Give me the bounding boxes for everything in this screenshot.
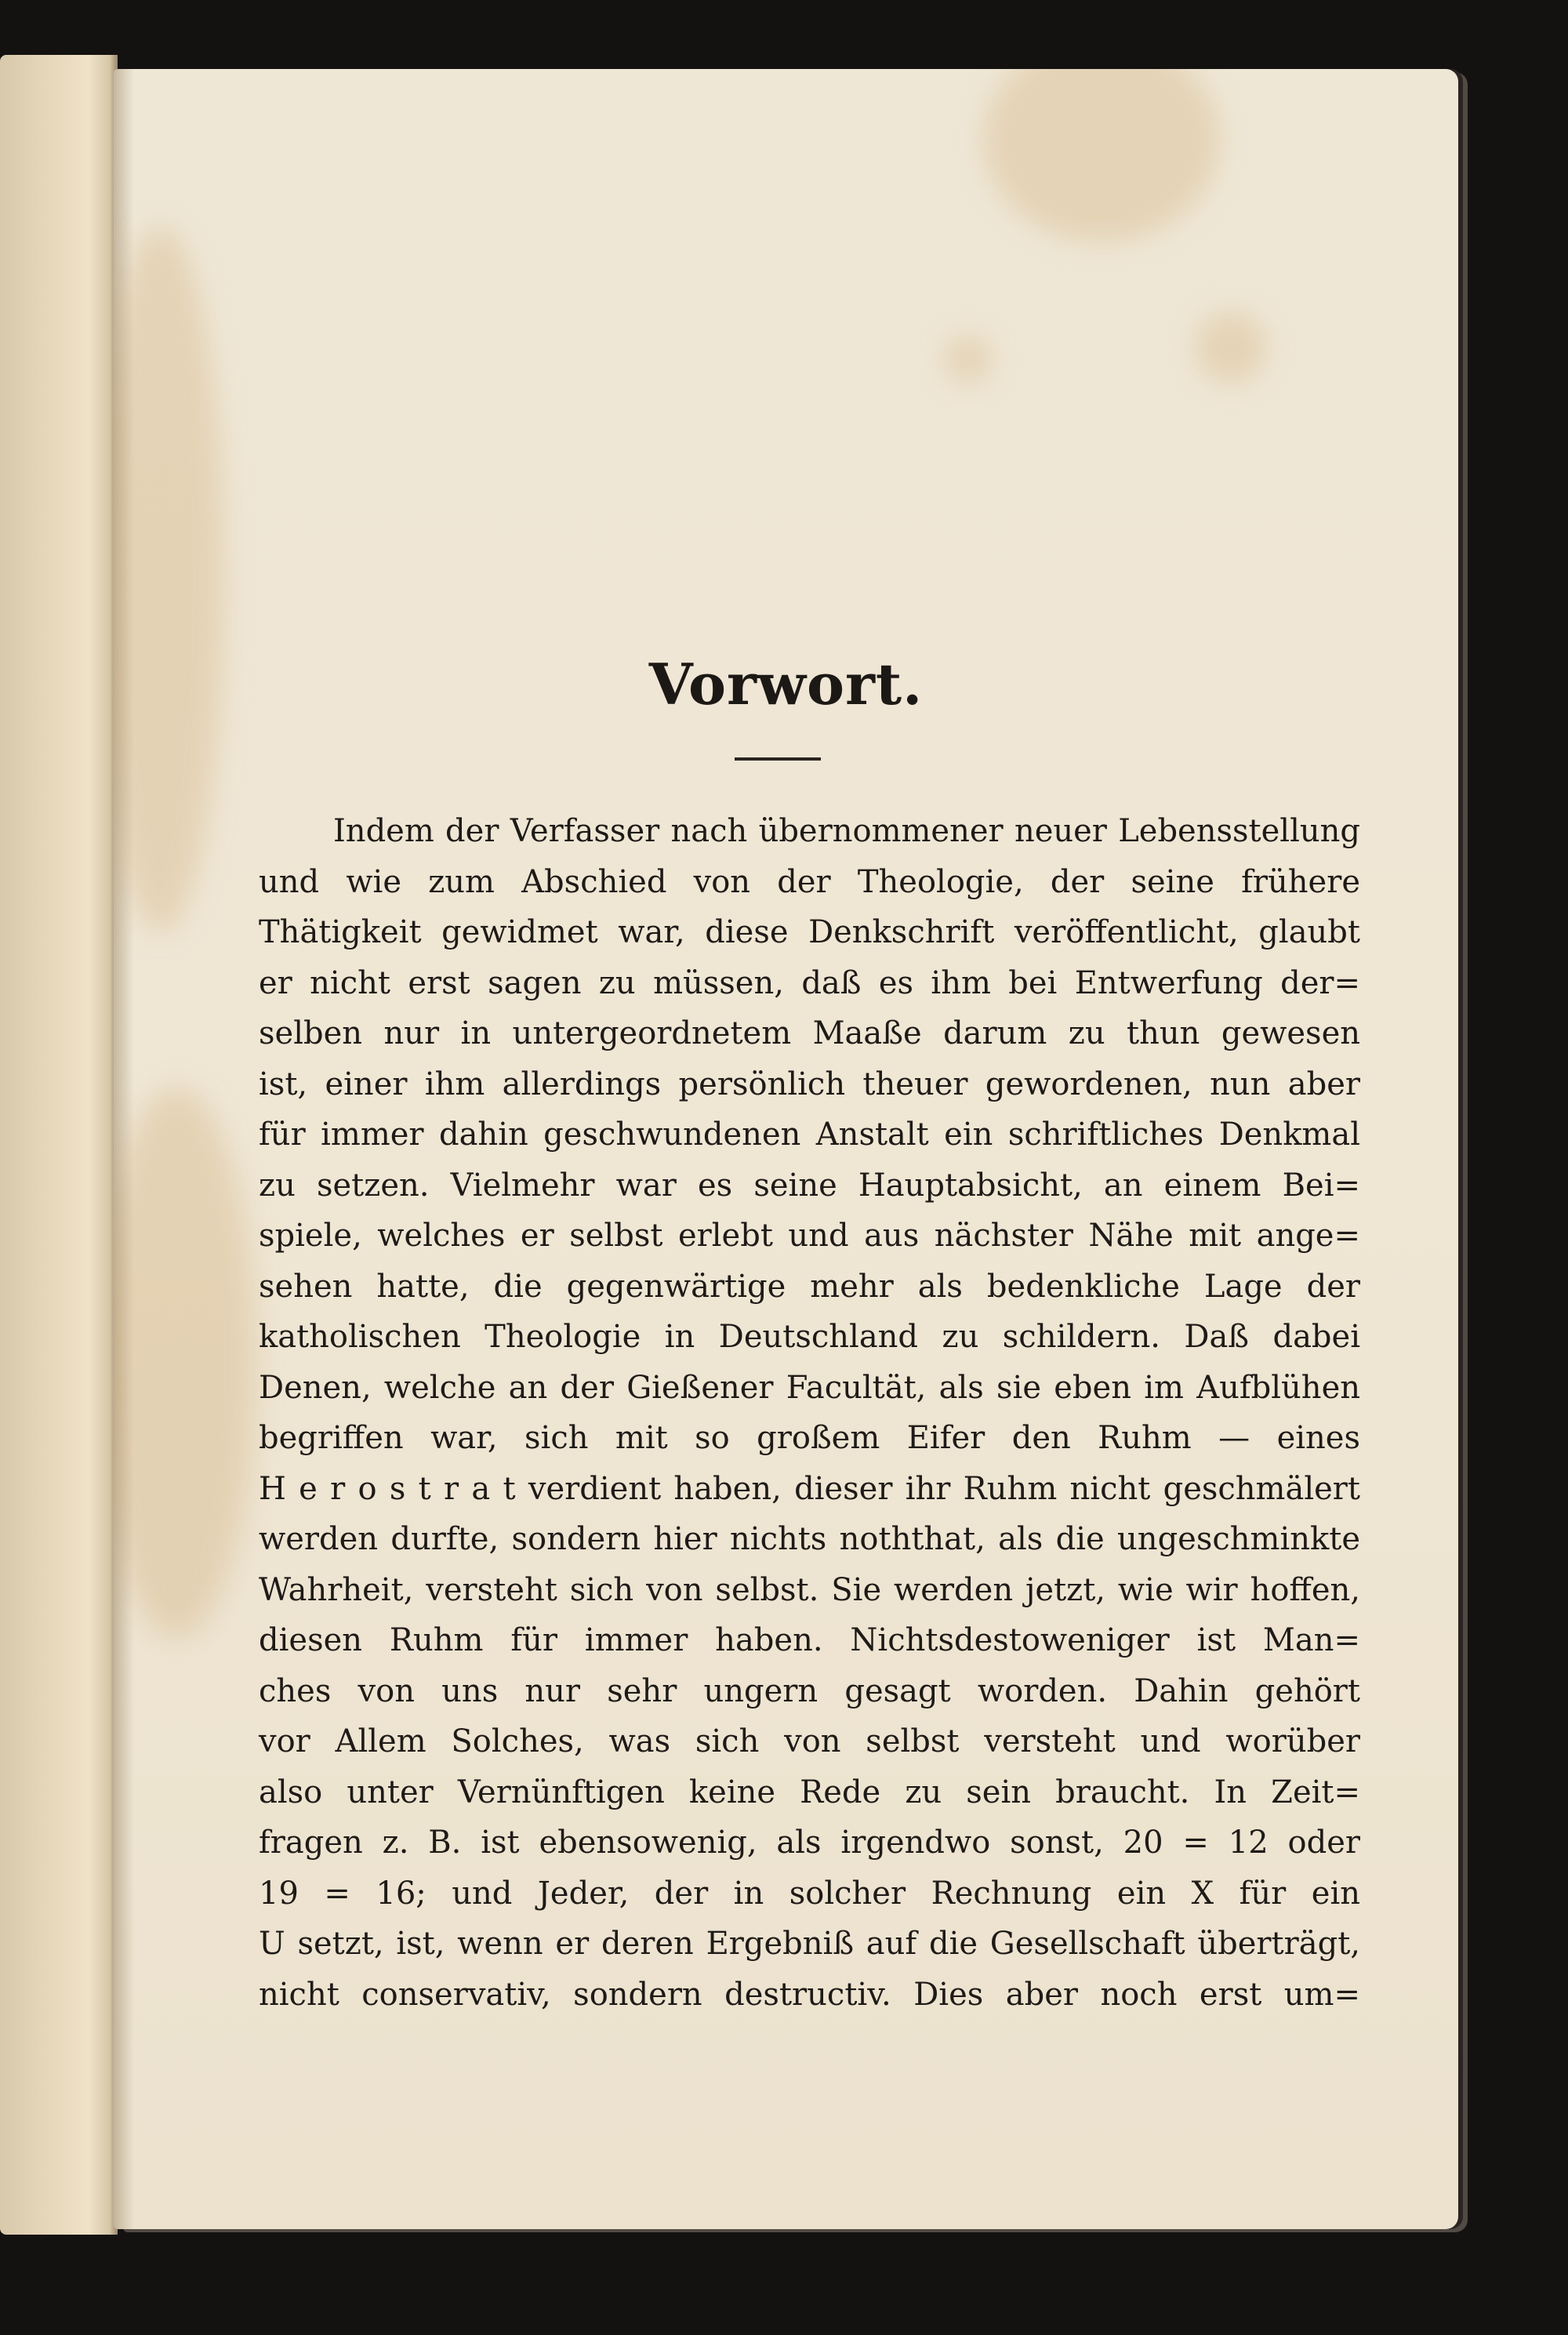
text-line: fragen z. B. ist ebensowenig, als irgendwo sonst, 20 = 12 oder — [259, 1825, 1360, 1861]
book-page — [114, 69, 1458, 2229]
heading-divider — [735, 757, 821, 761]
text-line: H e r o s t r a t verdient haben, dieser ihr Ruhm nicht geschmälert — [259, 1470, 1360, 1507]
foxing-stain — [114, 226, 223, 931]
text-line: werden durfte, sondern hier nichts noththat, als die ungeschminkte — [259, 1521, 1360, 1557]
text-line: und wie zum Abschied von der Theologie, der seine frühere — [259, 863, 1360, 900]
text-line: vor Allem Solches, was sich von selbst versteht und worüber — [259, 1723, 1360, 1759]
text-line: 19 = 16; und Jeder, der in solcher Rechnung ein X für ein — [259, 1875, 1360, 1912]
foxing-stain — [114, 1088, 255, 1637]
text-line: begriffen war, sich mit so großem Eifer den Ruhm — eines — [259, 1420, 1360, 1456]
text-line: für immer dahin geschwundenen Anstalt ein schriftliches Denkmal — [259, 1117, 1360, 1153]
left-page-edge — [0, 55, 118, 2235]
text-line: katholischen Theologie in Deutschland zu schildern. Daß dabei — [259, 1319, 1360, 1355]
text-line: ches von uns nur sehr ungern gesagt worden. Dahin gehört — [259, 1672, 1360, 1709]
page-heading: Vorwort. — [648, 651, 924, 717]
text-line: U setzt, ist, wenn er deren Ergebniß auf die Gesellschaft überträgt, — [259, 1926, 1360, 1962]
text-line: nicht conservativ, sondern destructiv. Dies aber noch erst um= — [259, 1976, 1360, 2013]
text-line: Thätigkeit gewidmet war, diese Denkschrift veröffentlicht, glaubt — [259, 914, 1360, 950]
text-line: Denen, welche an der Gießener Facultät, als sie eben im Aufblühen — [259, 1369, 1360, 1406]
text-line: Wahrheit, versteht sich von selbst. Sie werden jetzt, wie wir hoffen, — [259, 1571, 1360, 1608]
foxing-stain — [1196, 312, 1266, 383]
text-line: diesen Ruhm für immer haben. Nichtsdestoweniger ist Man= — [259, 1622, 1360, 1658]
text-line: also unter Vernünftigen keine Rede zu sein braucht. In Zeit= — [259, 1774, 1360, 1810]
text-line: sehen hatte, die gegenwärtige mehr als bedenkliche Lage der — [259, 1268, 1360, 1305]
text-line: Indem der Verfasser nach übernommener neuer Lebensstellung — [333, 813, 1360, 849]
body-text — [259, 806, 1360, 2020]
text-line: zu setzen. Vielmehr war es seine Hauptabsicht, an einem Bei= — [259, 1167, 1360, 1204]
foxing-stain — [945, 336, 992, 383]
foxing-stain — [984, 69, 1219, 241]
text-line: er nicht erst sagen zu müssen, daß es ihm bei Entwerfung der= — [259, 964, 1360, 1001]
text-line: selben nur in untergeordnetem Maaße darum zu thun gewesen — [259, 1015, 1360, 1051]
text-line: spiele, welches er selbst erlebt und aus nächster Nähe mit ange= — [259, 1218, 1360, 1254]
text-line: ist, einer ihm allerdings persönlich theuer gewordenen, nun aber — [259, 1066, 1360, 1102]
